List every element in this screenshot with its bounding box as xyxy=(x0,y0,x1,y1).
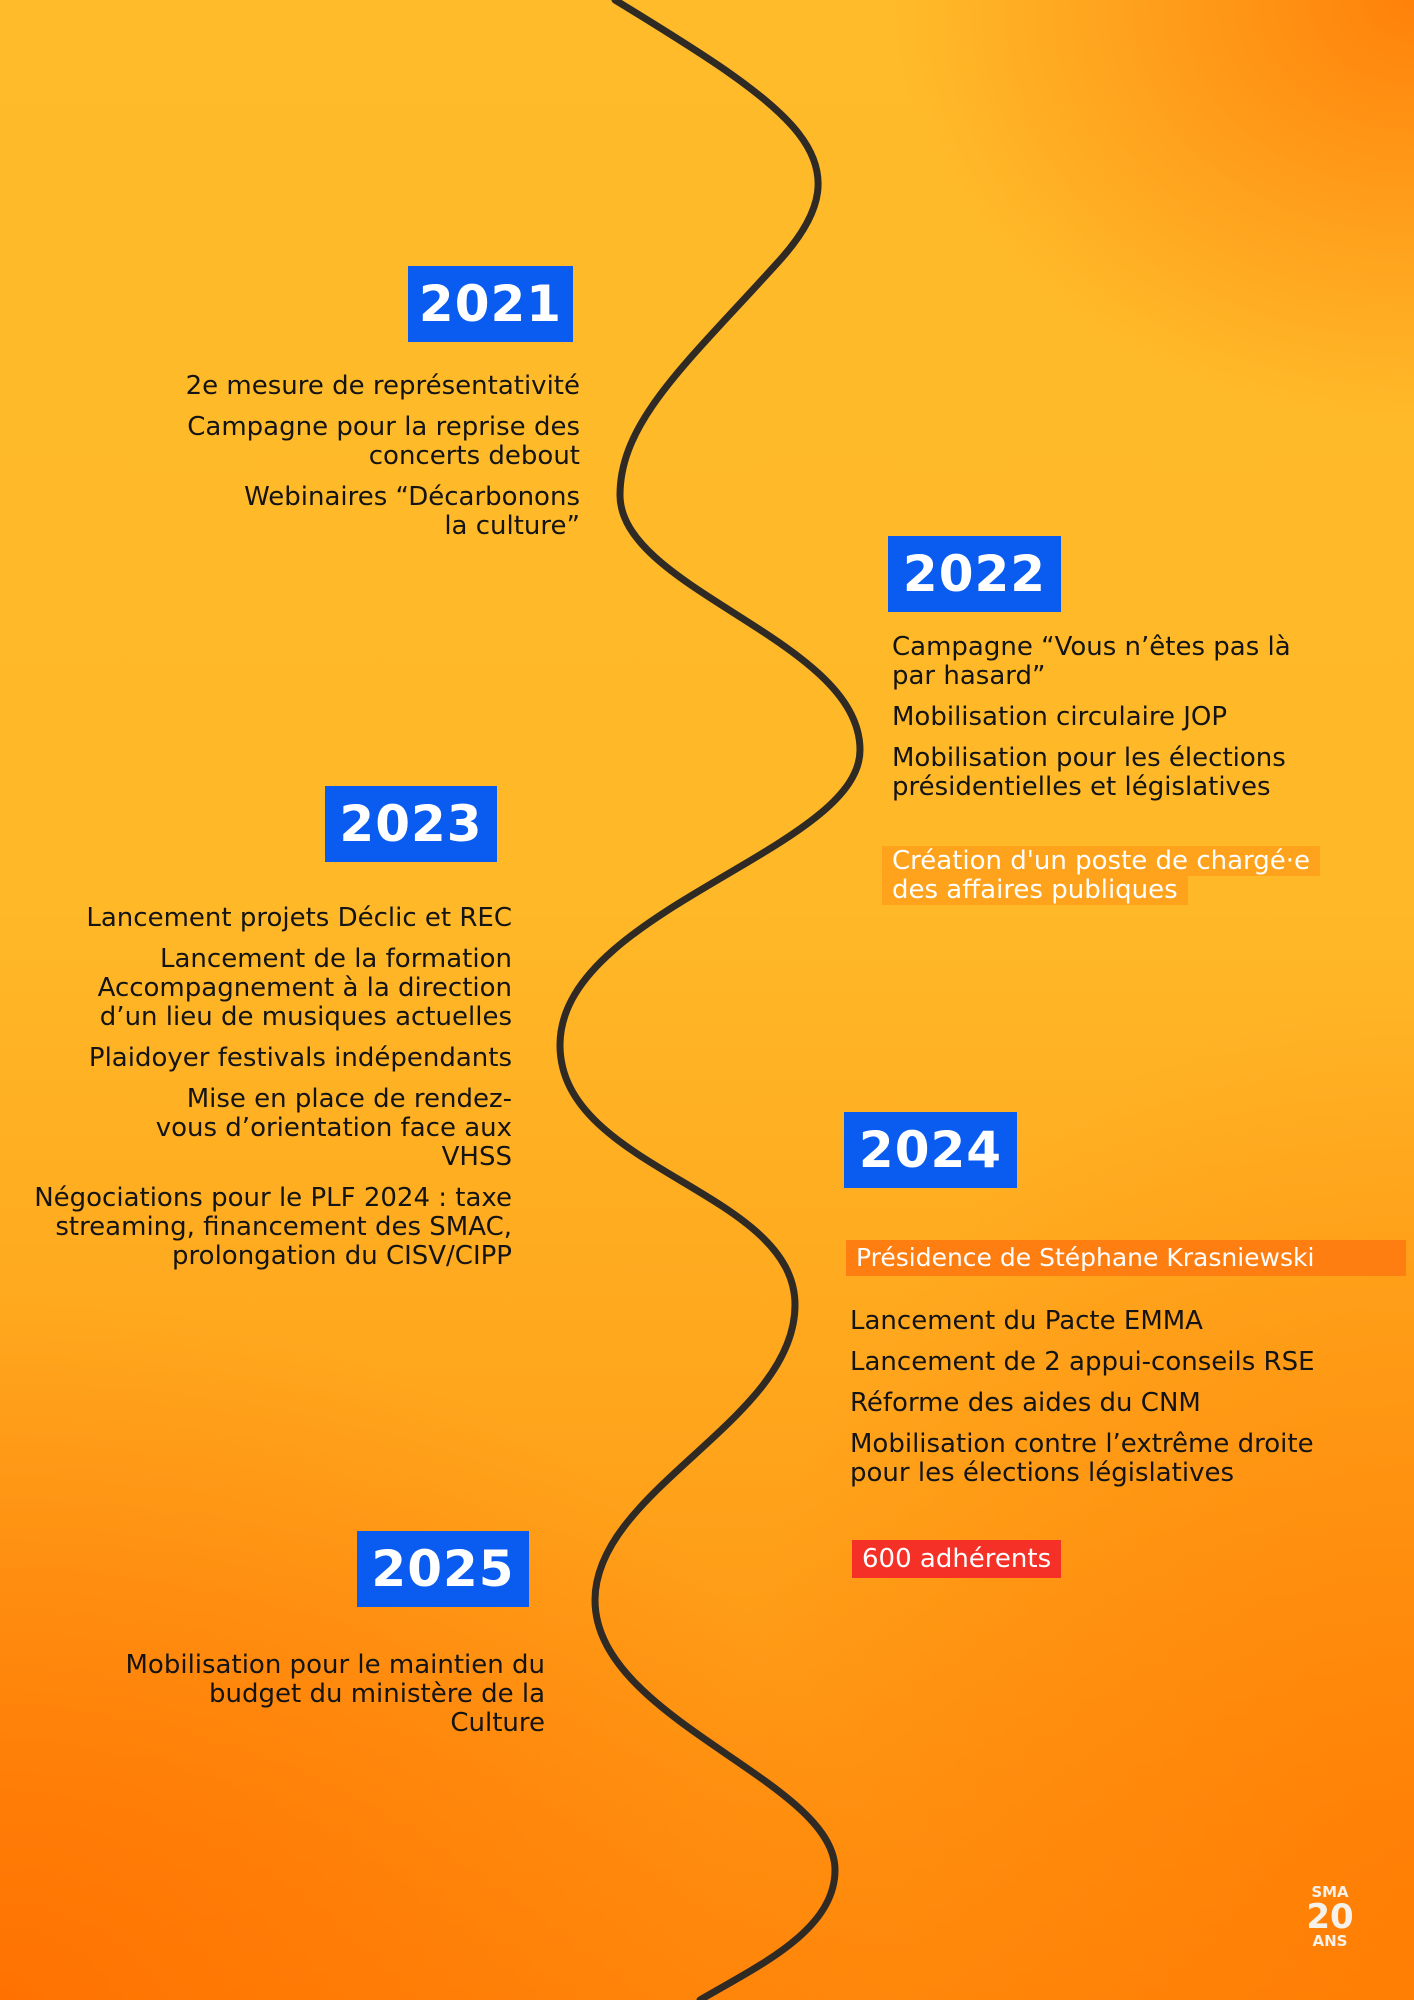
list-item: Mobilisation contre l’extrême droite pour les élections législatives xyxy=(850,1429,1314,1488)
list-item: Mise en place de rendez-vous d’orientation face aux VHSS xyxy=(155,1084,512,1172)
highlight-2024-presidence xyxy=(846,1240,1406,1276)
logo-line: ANS xyxy=(1312,1932,1348,1950)
year-badge-2022: 2022 xyxy=(888,536,1061,612)
items-2022 xyxy=(892,633,1352,814)
list-item: Mobilisation circulaire JOP xyxy=(892,702,1228,732)
list-item: Réforme des aides du CNM xyxy=(850,1388,1201,1418)
items-2023 xyxy=(22,904,512,1283)
list-item: Campagne pour la reprise des concerts debout xyxy=(187,412,580,471)
items-2021 xyxy=(80,372,580,553)
list-item: Plaidoyer festivals indépendants xyxy=(88,1043,512,1073)
highlight-text: Création d'un poste de chargé·e des affaires publiques xyxy=(882,846,1320,905)
list-item: Lancement du Pacte EMMA xyxy=(850,1306,1203,1336)
list-item: Webinaires “Décarbonons la culture” xyxy=(244,482,580,541)
list-item: 2e mesure de représentativité xyxy=(185,371,580,401)
logo-line: SMA xyxy=(1311,1883,1349,1901)
highlight-text: 600 adhérents xyxy=(852,1540,1061,1578)
list-item: Mobilisation pour les élections présidentielles et législatives xyxy=(892,743,1286,802)
highlight-2022 xyxy=(882,847,1362,905)
highlight-text: Présidence de Stéphane Krasniewski xyxy=(846,1240,1324,1276)
list-item: Lancement de la formation Accompagnement à la direction d’un lieu de musiques actuelles xyxy=(97,944,512,1032)
items-2024 xyxy=(850,1307,1370,1500)
list-item: Mobilisation pour le maintien du budget du ministère de la Culture xyxy=(125,1650,545,1738)
items-2025 xyxy=(60,1651,545,1750)
list-item: Lancement de 2 appui-conseils RSE xyxy=(850,1347,1315,1377)
year-badge-2024: 2024 xyxy=(844,1112,1017,1188)
highlight-2024-adherents xyxy=(852,1540,1061,1578)
year-badge-2021: 2021 xyxy=(408,266,573,342)
list-item: Négociations pour le PLF 2024 : taxe streaming, financement des SMAC, prolongation du CISV/CIPP xyxy=(34,1183,512,1271)
sma-20-ans-logo xyxy=(1300,1885,1360,1949)
year-badge-2023: 2023 xyxy=(325,786,497,862)
year-badge-2025: 2025 xyxy=(357,1531,529,1607)
logo-line: 20 xyxy=(1306,1897,1354,1937)
list-item: Campagne “Vous n’êtes pas là par hasard” xyxy=(892,632,1291,691)
list-item: Lancement projets Déclic et REC xyxy=(86,903,512,933)
